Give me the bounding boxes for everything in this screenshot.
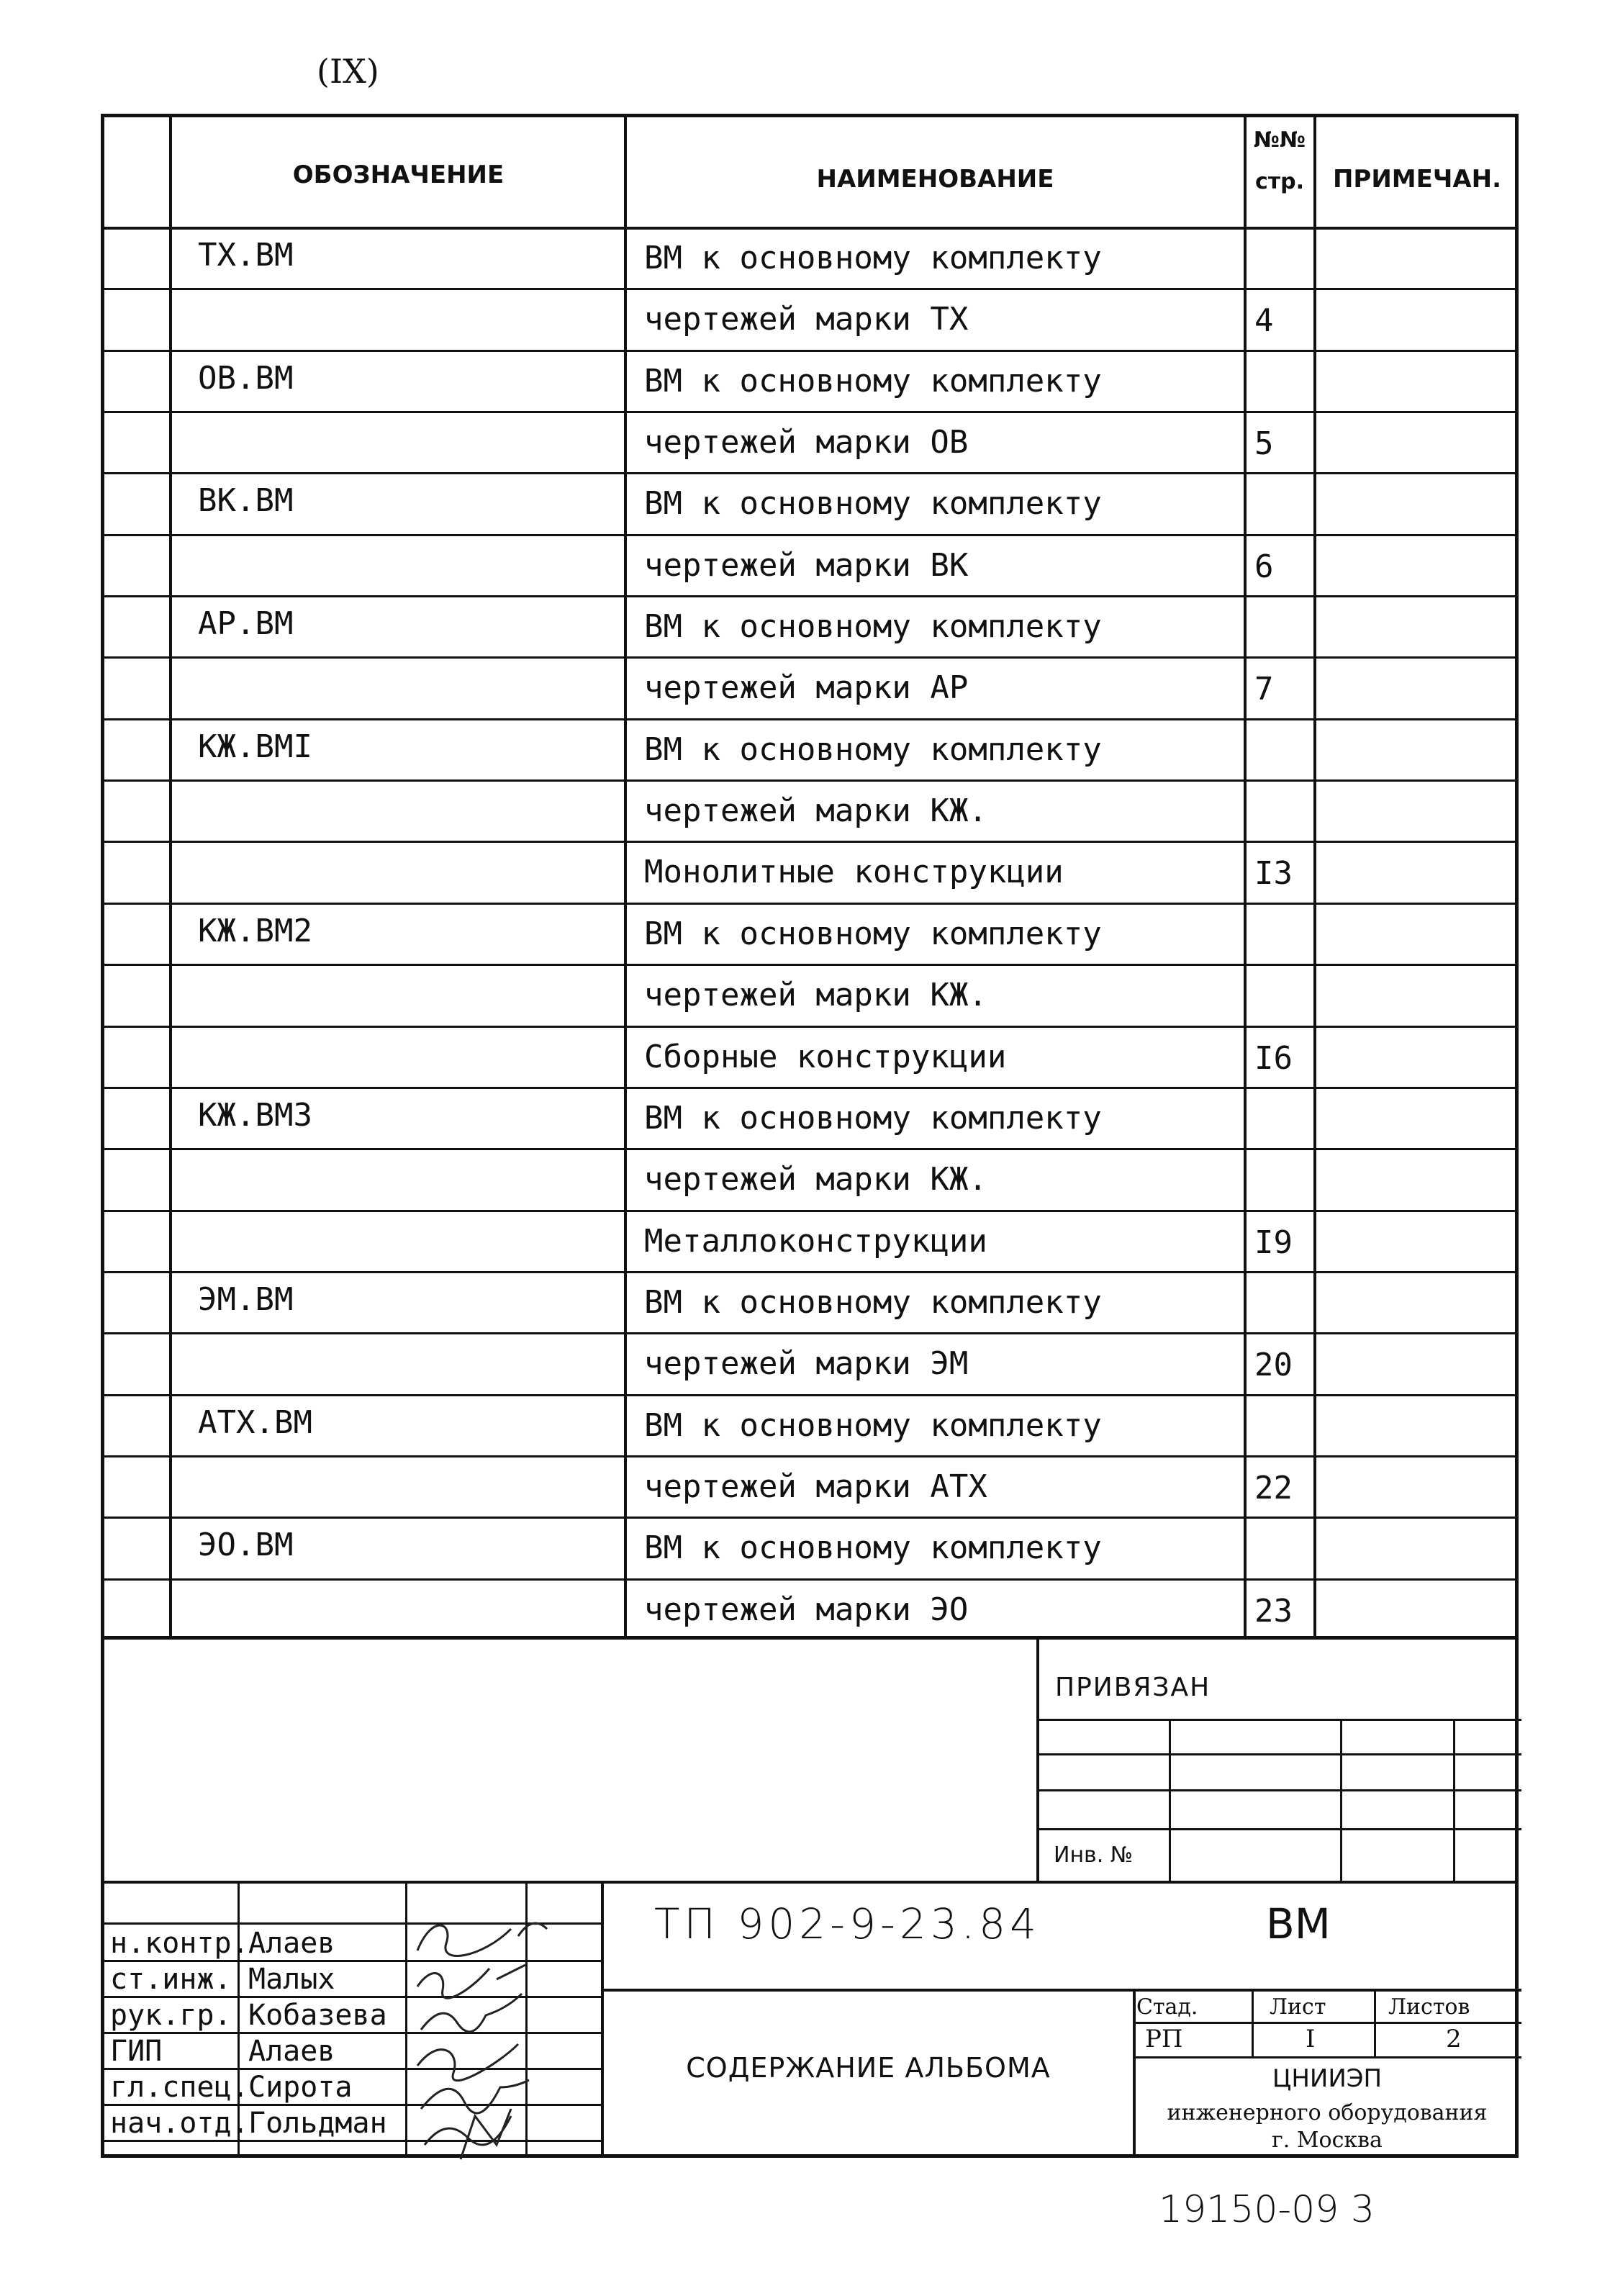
cell-name: ВМ к основному комплекту xyxy=(644,915,1102,952)
cell-name: чертежей марки КЖ. xyxy=(644,792,987,830)
cell-name: ВМ к основному комплекту xyxy=(644,362,1102,399)
binding-box xyxy=(1036,1640,1521,1881)
cell-designation: АТХ.ВМ xyxy=(198,1404,312,1441)
stage-value: РП xyxy=(1145,2025,1183,2053)
cell-name: чертежей марки КЖ. xyxy=(644,1161,987,1198)
cell-page: 22 xyxy=(1254,1469,1293,1506)
cell-designation: ЭМ.ВМ xyxy=(198,1280,294,1318)
signer-role: ГИП xyxy=(110,2035,163,2068)
cell-designation: ЭО.ВМ xyxy=(198,1527,294,1564)
doc-code: ТП 902-9-23.84 xyxy=(654,1899,1041,1948)
signer-role: гл.спец. xyxy=(110,2071,249,2104)
cell-page: 7 xyxy=(1254,671,1274,708)
doc-mark: ВМ xyxy=(1266,1899,1331,1948)
cell-name: чертежей марки ТХ xyxy=(644,301,969,338)
cell-name: ВМ к основному комплекту xyxy=(644,731,1102,768)
cell-name: чертежей марки АТХ xyxy=(644,1468,987,1505)
column-divider xyxy=(1313,117,1316,1636)
signatures-scribble xyxy=(403,1900,590,2188)
header-designation: ОБОЗНАЧЕНИЕ xyxy=(292,161,505,189)
signer-name: Алаев xyxy=(248,1927,335,1960)
cell-name: чертежей марки АР xyxy=(644,669,969,707)
cell-name: ВМ к основному комплекту xyxy=(644,1099,1102,1136)
column-divider xyxy=(169,117,172,1636)
header-page-no-bottom: стр. xyxy=(1254,169,1305,194)
page-mark: (IX) xyxy=(317,52,379,91)
cell-page: 5 xyxy=(1254,425,1274,463)
cell-name: ВМ к основному комплекту xyxy=(644,1283,1102,1321)
cell-designation: ОВ.ВМ xyxy=(198,359,294,397)
cell-page: I9 xyxy=(1254,1224,1293,1261)
cell-page: 6 xyxy=(1254,548,1274,585)
cell-page: 20 xyxy=(1254,1347,1293,1384)
cell-name: ВМ к основному комплекту xyxy=(644,1529,1102,1567)
org-line1: ЦНИИЭП xyxy=(1272,2064,1383,2093)
sheet-value: I xyxy=(1306,2025,1316,2053)
sheet-label: Лист xyxy=(1270,1994,1326,2020)
signer-name: Сирота xyxy=(248,2071,353,2104)
binding-title: ПРИВЯЗАН xyxy=(1055,1673,1211,1702)
cell-name: Сборные конструкции xyxy=(644,1038,1007,1075)
cell-name: чертежей марки ОВ xyxy=(644,424,969,461)
org-line3: г. Москва xyxy=(1272,2128,1383,2153)
contents-table xyxy=(101,114,1519,1640)
title-area xyxy=(601,1881,1521,2154)
cell-name: чертежей марки ЭО xyxy=(644,1591,969,1628)
sheets-value: 2 xyxy=(1446,2025,1462,2053)
sheets-label: Листов xyxy=(1388,1994,1470,2020)
footer-number: 19150-09 3 xyxy=(1159,2188,1375,2231)
cell-name: Монолитные конструкции xyxy=(644,854,1064,891)
column-divider xyxy=(624,117,627,1636)
header-note: ПРИМЕЧАН. xyxy=(1332,165,1502,194)
stage-label: Стад. xyxy=(1136,1994,1198,2020)
cell-name: ВМ к основному комплекту xyxy=(644,240,1102,276)
cell-designation: КЖ.ВМ3 xyxy=(198,1096,312,1134)
cell-name: чертежей марки ЭМ xyxy=(644,1345,969,1383)
cell-name: Металлоконструкции xyxy=(644,1222,987,1260)
cell-name: ВМ к основному комплекту xyxy=(644,1406,1102,1444)
signer-role: н.контр. xyxy=(110,1927,249,1960)
signer-role: ст.инж. xyxy=(110,1963,232,1996)
header-name: НАИМЕНОВАНИЕ xyxy=(816,165,1054,194)
cell-designation: КЖ.ВМ2 xyxy=(198,912,312,949)
signer-name: Алаев xyxy=(248,2035,335,2068)
cell-designation: АР.ВМ xyxy=(198,605,294,643)
cell-name: ВМ к основному комплекту xyxy=(644,608,1102,646)
cell-designation: КЖ.ВМI xyxy=(198,728,312,765)
title-block xyxy=(101,1640,1519,2158)
cell-page: 23 xyxy=(1254,1592,1293,1630)
signer-name: Гольдман xyxy=(248,2107,387,2140)
cell-page: I6 xyxy=(1254,1039,1293,1077)
org-line2: инженерного оборудования xyxy=(1167,2100,1488,2125)
column-divider xyxy=(1244,117,1247,1636)
doc-title: СОДЕРЖАНИЕ АЛЬБОМА xyxy=(686,2052,1051,2084)
signer-name: Малых xyxy=(248,1963,335,1996)
cell-designation: ТХ.ВМ xyxy=(198,237,294,274)
cell-page: I3 xyxy=(1254,855,1293,892)
cell-name: ВМ к основному комплекту xyxy=(644,485,1102,523)
cell-designation: ВК.ВМ xyxy=(198,482,294,520)
signer-role: рук.гр. xyxy=(110,1999,232,2032)
signer-name: Кобазева xyxy=(248,1999,387,2032)
cell-page: 4 xyxy=(1254,302,1274,340)
header-page-no-top: №№ xyxy=(1253,127,1306,153)
cell-name: чертежей марки КЖ. xyxy=(644,977,987,1014)
cell-name: чертежей марки ВК xyxy=(644,546,969,584)
inv-label: Инв. № xyxy=(1054,1843,1134,1868)
signer-role: нач.отд. xyxy=(110,2107,249,2140)
